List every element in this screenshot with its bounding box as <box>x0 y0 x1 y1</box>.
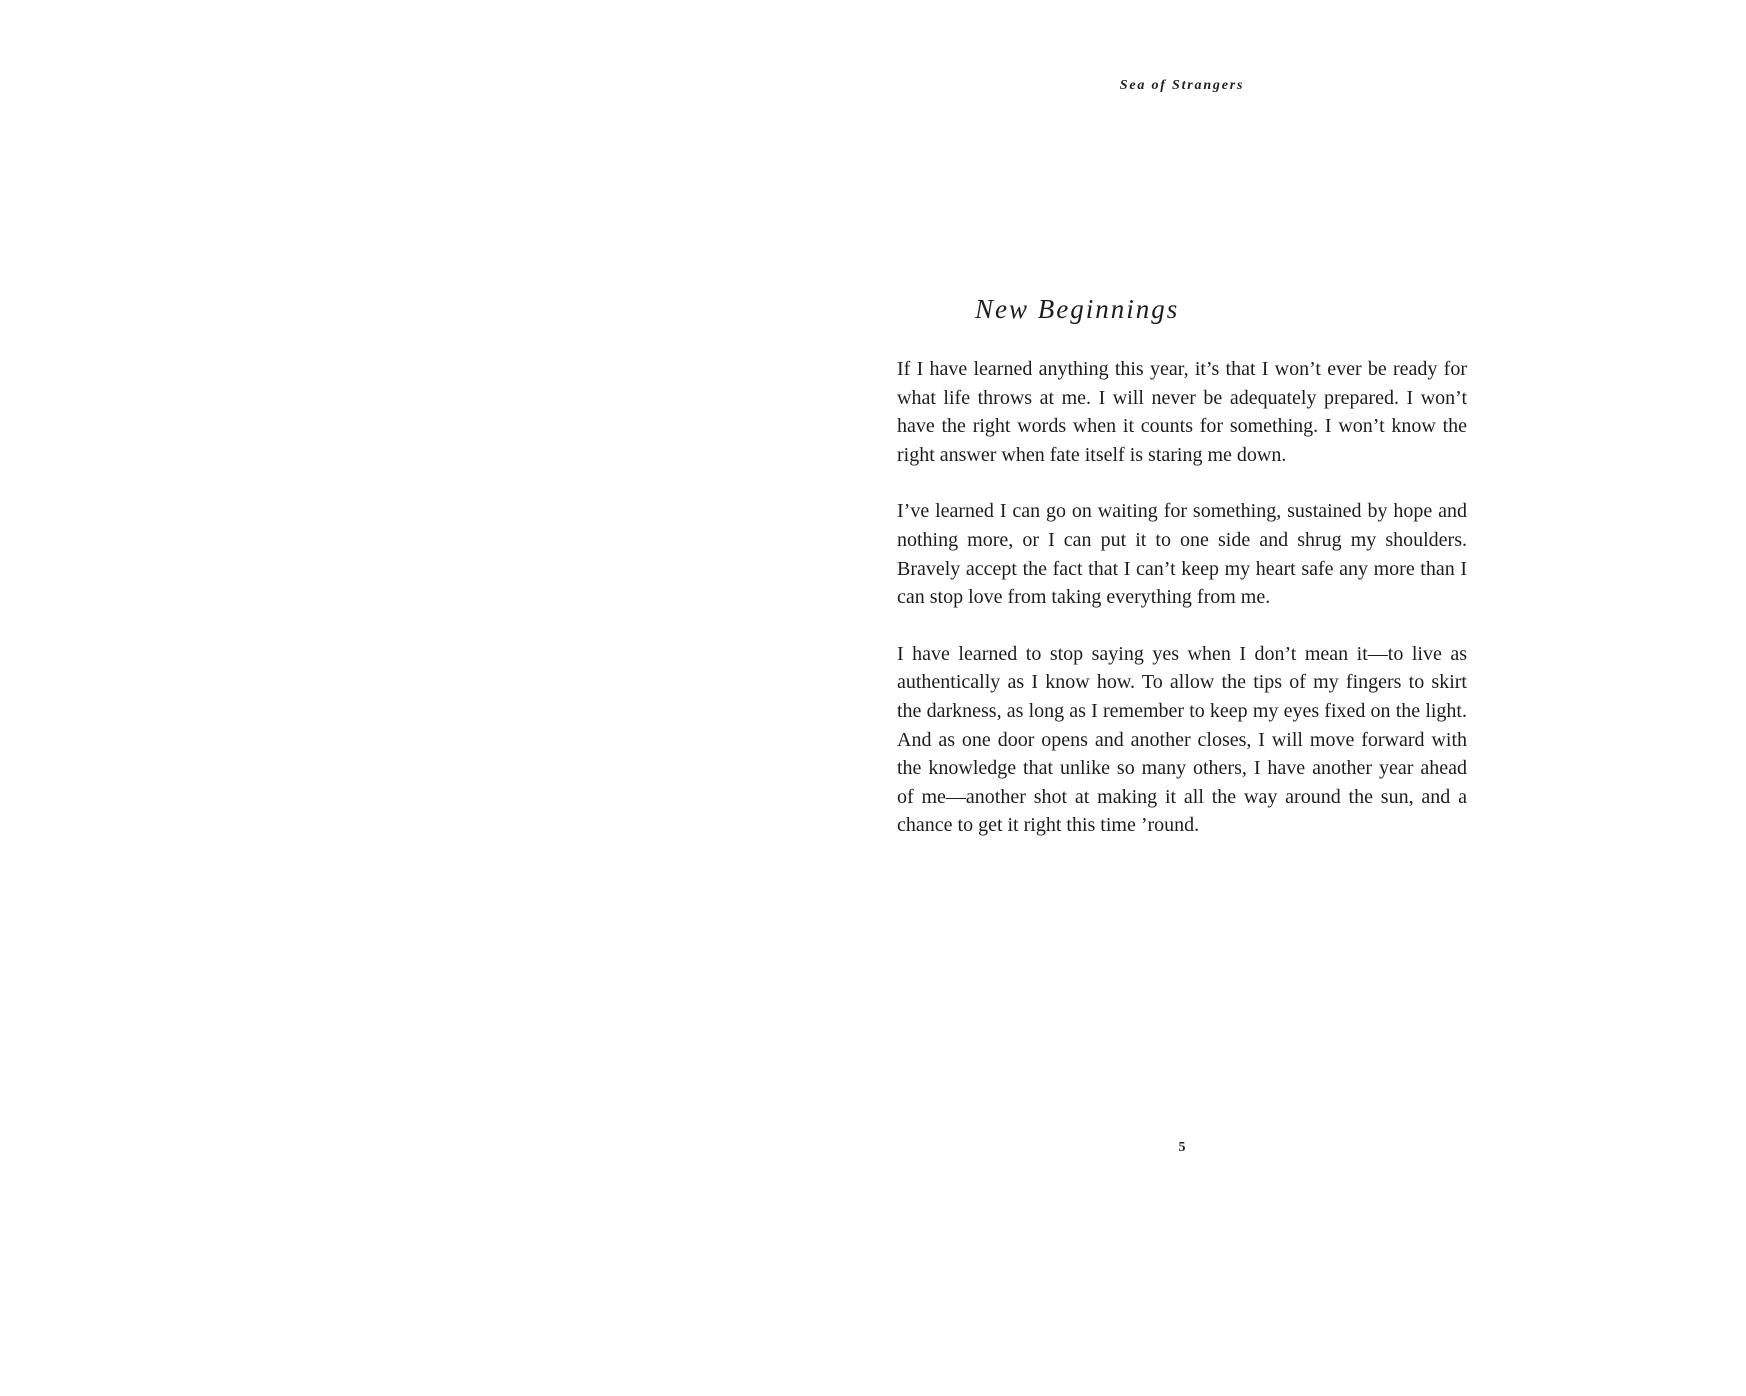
body-text-block <box>897 355 1467 868</box>
body-paragraph: If I have learned anything this year, it’s that I won’t ever be ready for what life throws at me. I will never be adequately prepared. I won’t have the right words when it counts for something. I won’t know the right answer when fate itself is staring me down. <box>897 358 1467 466</box>
right-page-text-column <box>897 0 1467 1396</box>
body-paragraph: I’ve learned I can go on waiting for something, sustained by hope and nothing more, or I can put it to one side and shrug my shoulders. Bravely accept the fact that I can’t keep my heart safe any more than I can stop love from taking everything from me. <box>897 500 1467 609</box>
body-paragraph: I have learned to stop saying yes when I don’t mean it—to live as authentically as I know how. To allow the tips of my fingers to skirt the darkness, as long as I remember to keep my eyes fixed on the light. And as one door opens and another closes, I will move forward with the knowledge that unlike so many others, I have another year ahead of me—another shot at making it all the way around the sun, and a chance to get it right this time ’round. <box>897 642 1467 837</box>
page-number: 5 <box>1178 1140 1186 1155</box>
running-header: Sea of Strangers <box>1119 78 1245 93</box>
chapter-title: New Beginnings <box>975 294 1180 324</box>
